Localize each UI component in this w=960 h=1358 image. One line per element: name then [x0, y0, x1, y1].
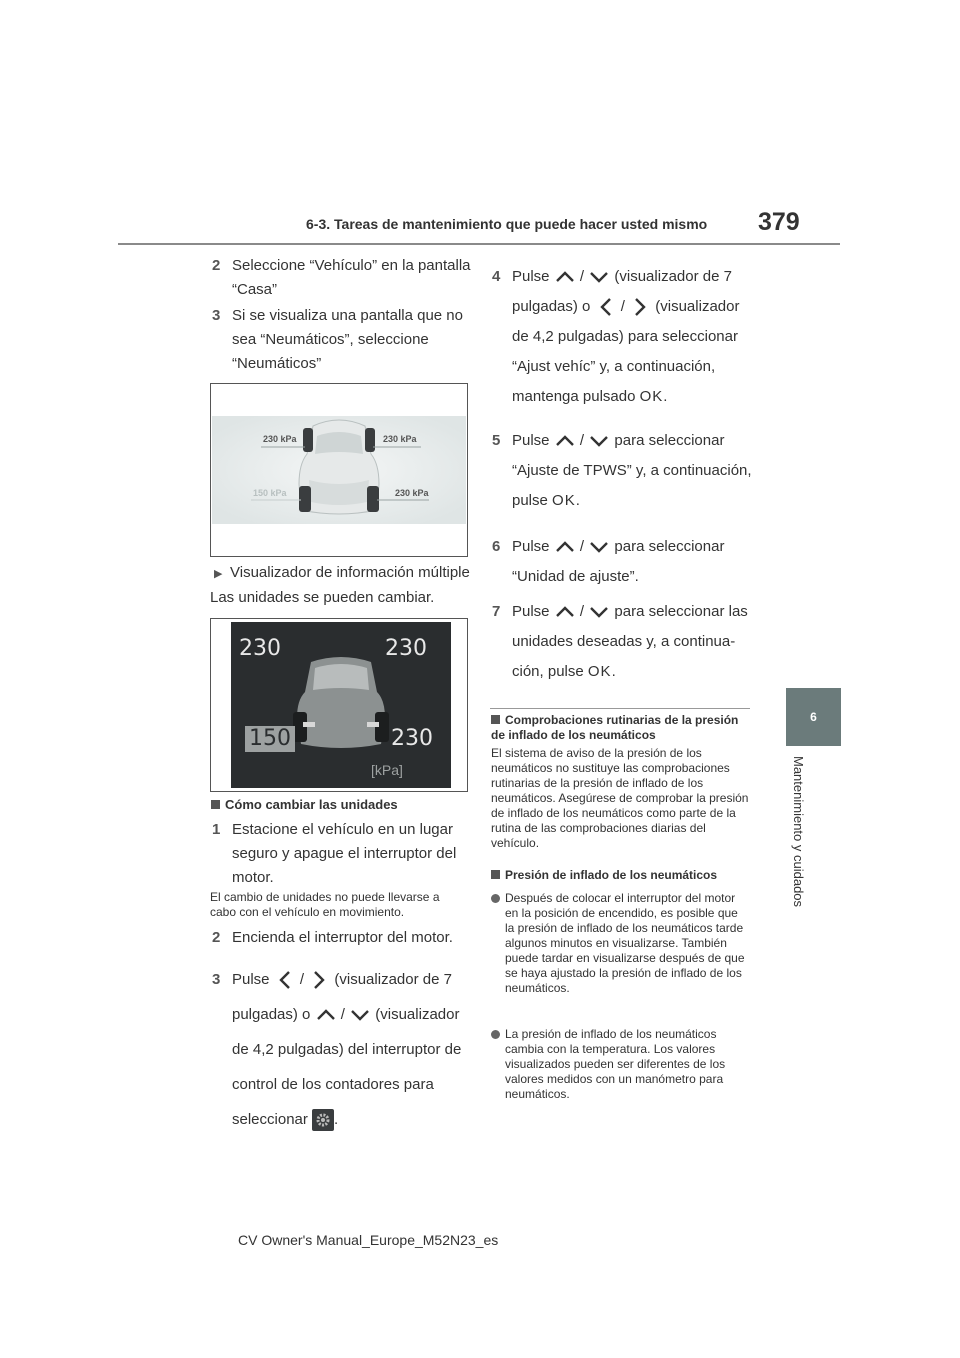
how-step-1: 1 Estacione el vehículo en un lugar seguro y apague el interruptor del motor.: [212, 821, 457, 886]
bullet-item: La presión de inflado de los neumáticos cambia con la temperatura. Los valores visualizados pueden ser diferentes de los valores medidos con un manómetro para neumáticos.: [491, 1027, 749, 1102]
section-title: 6-3. Tareas de mantenimiento que puede hacer usted mismo: [306, 216, 708, 232]
how-step-2: 2 Encienda el interruptor del motor.: [212, 929, 453, 946]
square-bullet-icon: [491, 715, 500, 724]
pressure-front-left: 230 kPa: [263, 434, 297, 444]
circle-bullet-icon: [491, 1030, 500, 1039]
step-number: 3: [212, 307, 221, 324]
car-illustration: [211, 384, 467, 556]
chevron-down-icon: [588, 604, 610, 620]
step-4: 4 Pulse / (visualizador de 7 pulgadas) o / (visualizador de 4,2 pulgadas) para seleccionar “Ajust vehíc” y, a continuación, mantenga pulsado OK.: [492, 268, 740, 405]
chevron-left-icon: [274, 969, 296, 991]
ok-button-icon: OK: [639, 388, 664, 405]
bullet-item: Después de colocar el interruptor del motor en la posición de encendido, es posible que la presión de inflado de los neumáticos tarde algunos minutos en visualizarse. También puede tardar en visualizarse después de que se haya ajustado la presión de inflado de los neumáticos.: [491, 891, 749, 996]
chevron-down-icon: [588, 433, 610, 449]
units-text: Las unidades se pueden cambiar.: [210, 589, 435, 606]
step-text: Seleccione “Vehículo” en la pantalla “Casa”: [232, 257, 471, 298]
step-3: [212, 304, 472, 376]
step-5: 5 Pulse / para seleccionar “Ajuste de TPWS” y, a continuación, pulse OK.: [492, 432, 752, 509]
section-divider: [490, 708, 750, 709]
step-number: 2: [212, 257, 221, 274]
ok-button-icon: OK: [587, 663, 612, 680]
pressure-front-right: 230 kPa: [383, 434, 417, 444]
display-unit: [kPa]: [371, 762, 403, 778]
gear-icon: [312, 1109, 334, 1131]
how-step-3: 3 Pulse / (visualizador de 7 pulgadas) o / (visualizador de 4,2 pulgadas) del interruptor de control de los contadores para seleccionar .: [212, 962, 472, 1137]
square-bullet-icon: [211, 800, 220, 809]
step-text: Si se visualiza una pantalla que no sea “Neumáticos”, seleccione “Neumáticos”: [232, 307, 463, 372]
header-rule: [118, 243, 840, 245]
ok-button-icon: OK: [552, 492, 576, 509]
chevron-down-icon: [349, 1007, 371, 1023]
chevron-up-icon: [315, 1007, 337, 1023]
square-bullet-icon: [491, 870, 500, 879]
step-2: [212, 254, 472, 302]
display-rear-left-warning: 150: [245, 726, 295, 752]
chevron-up-icon: [554, 539, 576, 555]
display-front-right: 230: [385, 636, 427, 661]
page-number: 379: [758, 208, 800, 236]
tire-pressure-figure: [210, 383, 468, 557]
chapter-number: 6: [810, 710, 817, 724]
chevron-down-icon: [588, 269, 610, 285]
chevron-left-icon: [595, 296, 617, 318]
display-rear-right: 230: [391, 726, 433, 751]
routine-heading: Comprobaciones rutinarias de la presión de inflado de los neumáticos: [491, 713, 739, 742]
circle-bullet-icon: [491, 894, 500, 903]
pressure-rear-right: 230 kPa: [395, 488, 429, 498]
chevron-right-icon: [308, 969, 330, 991]
routine-text: El sistema de aviso de la presión de los neumáticos no sustituye las comprobaciones rutinarias de la presión de inflado de los neumáticos. Asegúrese de comprobar la presión de inflado de los neumáticos como parte de la rutina de las comprobaciones diarias del vehículo.: [491, 746, 749, 850]
display-screen: [231, 622, 451, 788]
multi-info-display-figure: [210, 618, 468, 792]
how-to-heading: Cómo cambiar las unidades: [211, 797, 398, 812]
how-note: El cambio de unidades no puede llevarse a cabo con el vehículo en movimiento.: [210, 890, 440, 919]
chevron-right-icon: [629, 296, 651, 318]
chevron-down-icon: [588, 539, 610, 555]
figure-caption: ▶ Visualizador de información múltiple: [214, 561, 474, 585]
display-front-left: 230: [239, 636, 281, 661]
pressure-rear-left: 150 kPa: [253, 488, 287, 498]
pressure-heading: Presión de inflado de los neumáticos: [491, 868, 749, 883]
chevron-up-icon: [554, 604, 576, 620]
chevron-up-icon: [554, 433, 576, 449]
footer-text: CV Owner's Manual_Europe_M52N23_es: [238, 1232, 499, 1248]
chapter-title: [791, 756, 823, 936]
step-6: 6 Pulse / para seleccionar “Unidad de ajuste”.: [492, 538, 725, 585]
step-7: 7 Pulse / para seleccionar las unidades deseadas y, a continua- ción, pulse OK.: [492, 603, 748, 680]
chevron-up-icon: [554, 269, 576, 285]
chapter-tab: [786, 688, 841, 746]
triangle-bullet-icon: ▶: [214, 568, 223, 580]
chapter-title-text: Mantenimiento y cuidados: [791, 756, 806, 908]
